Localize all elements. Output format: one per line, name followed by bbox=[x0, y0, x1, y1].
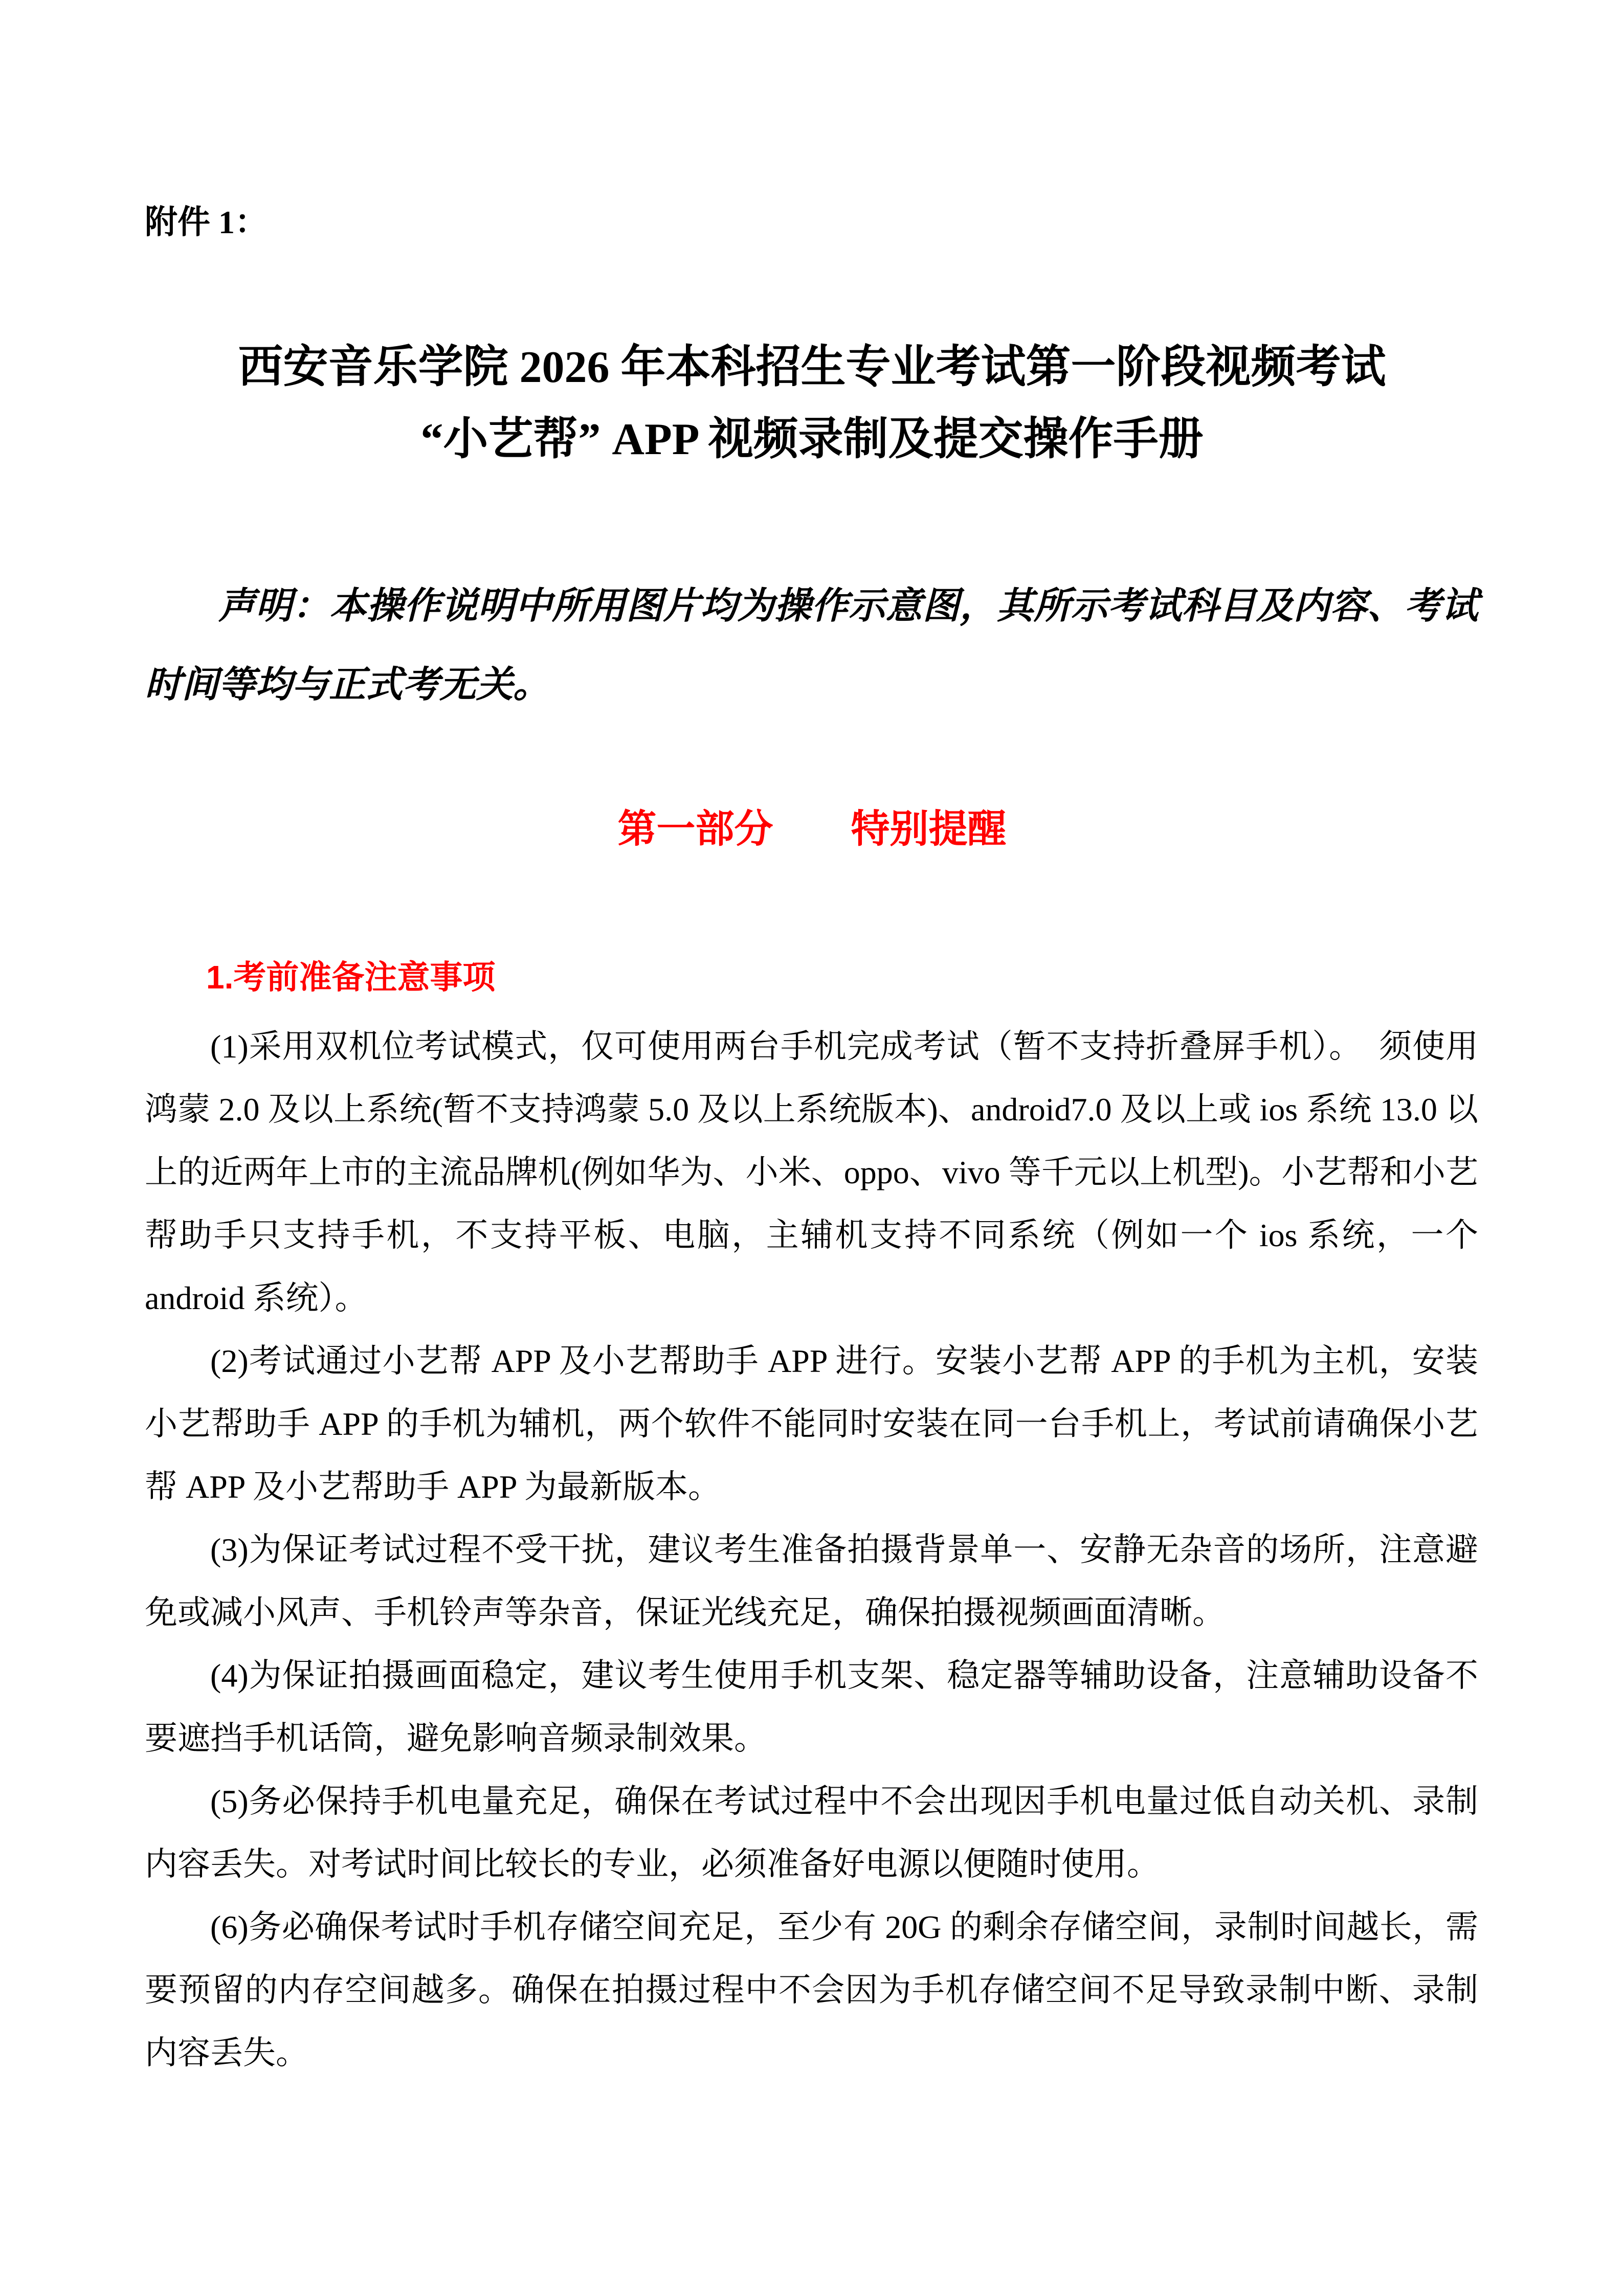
document-title-line-1: 西安音乐学院 2026 年本科招生专业考试第一阶段视频考试 bbox=[238, 343, 1386, 392]
paragraph-item-4: (4)为保证拍摄画面稳定，建议考生使用手机支架、稳定器等辅助设备，注意辅助设备不要遮挡手机话筒，避免影响音频录制效果。 bbox=[145, 1657, 1478, 1757]
paragraph-item-1: (1)采用双机位考试模式，仅可使用两台手机完成考试（暂不支持折叠屏手机）。 须使用鸿蒙 2.0 及以上系统(暂不支持鸿蒙 5.0 及以上系统版本)、android7.0 及以上或 ios 系统 13.0 以上的近两年上市的主流品牌机(例如华为、小米、oppo、vivo 等千元以上机型)。小艺帮和小艺帮助手只支持手机，不支持平板、电脑，主辅机支持不同系统（例如一个 ios 系统，一个 android 系统）。 bbox=[145, 1028, 1478, 1316]
statement-paragraph: 声明：本操作说明中所用图片均为操作示意图，其所示考试科目及内容、考试时间等均与正式考无关。 bbox=[145, 586, 1478, 705]
document-title bbox=[0, 331, 1624, 476]
body-paragraphs bbox=[145, 1015, 1478, 2084]
paragraph-item-6: (6)务必确保考试时手机存储空间充足，至少有 20G 的剩余存储空间，录制时间越长，需要预留的内存空间越多。确保在拍摄过程中不会因为手机存储空间不足导致录制中断、录制内容丢失。 bbox=[145, 1909, 1478, 2071]
section-heading-part1: 第一部分 特别提醒 bbox=[617, 807, 1007, 851]
attachment-label: 附件 1： bbox=[145, 204, 268, 240]
paragraph-item-2: (2)考试通过小艺帮 APP 及小艺帮助手 APP 进行。安装小艺帮 APP 的手机为主机，安装小艺帮助手 APP 的手机为辅机，两个软件不能同时安装在同一台手机上，考试前请确保小艺帮 APP 及小艺帮助手 APP 为最新版本。 bbox=[145, 1343, 1478, 1505]
document-title-line-2: “小艺帮” APP 视频录制及提交操作手册 bbox=[420, 415, 1204, 464]
paragraph-item-3: (3)为保证考试过程不受干扰，建议考生准备拍摄背景单一、安静无杂音的场所，注意避免或减小风声、手机铃声等杂音，保证光线充足，确保拍摄视频画面清晰。 bbox=[145, 1532, 1478, 1631]
paragraph-item-5: (5)务必保持手机电量充足，确保在考试过程中不会出现因手机电量过低自动关机、录制内容丢失。对考试时间比较长的专业，必须准备好电源以便随时使用。 bbox=[145, 1783, 1478, 1882]
subsection-heading-preparation-notes: 1.考前准备注意事项 bbox=[206, 959, 496, 996]
